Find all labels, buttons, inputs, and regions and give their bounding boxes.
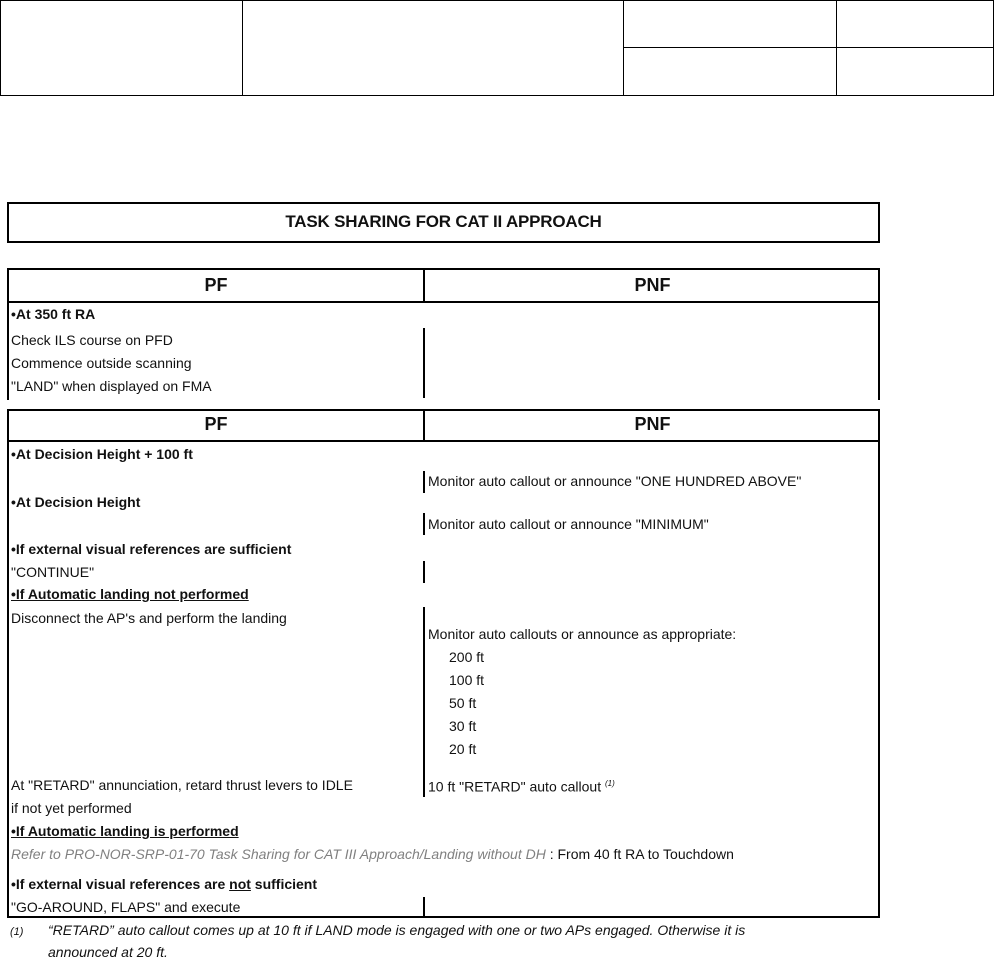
column-divider xyxy=(423,561,425,583)
section-heading: •At Decision Height xyxy=(11,494,141,510)
column-divider xyxy=(423,471,425,493)
section-heading: •If external visual references are sufficient xyxy=(11,541,292,557)
callout-item: 20 ft xyxy=(449,741,477,757)
column-divider xyxy=(423,607,425,797)
section-heading xyxy=(11,876,317,893)
heading-part: sufficient xyxy=(250,876,318,892)
column-header-pnf: PNF xyxy=(634,275,671,295)
column-divider xyxy=(423,328,425,398)
pnf-step xyxy=(428,775,615,796)
footnote xyxy=(10,920,890,943)
callout-item: 200 ft xyxy=(449,649,485,665)
column-divider xyxy=(423,270,425,303)
column-header-pf: PF xyxy=(204,414,228,434)
pf-step: ʺCONTINUEʺ xyxy=(11,564,95,580)
pf-step: Commence outside scanning xyxy=(11,355,192,371)
pf-step: At ʺRETARDʺ annunciation, retard thrust levers to IDLE xyxy=(11,777,353,793)
cross-reference xyxy=(11,846,734,863)
header-divider xyxy=(9,301,878,303)
footnote-marker: (1) xyxy=(10,926,24,938)
footnote-reference[interactable]: (1) xyxy=(604,779,615,788)
heading-emphasis: not xyxy=(229,876,251,892)
section-heading: •If Automatic landing is performed xyxy=(11,823,239,839)
section-heading: •At 350 ft RA xyxy=(11,306,96,322)
callout-item: 50 ft xyxy=(449,695,477,711)
callout-item: 30 ft xyxy=(449,718,477,734)
column-divider xyxy=(423,897,425,916)
section-350ft-table xyxy=(7,268,880,400)
footnote-continuation: announced at 20 ft. xyxy=(48,944,168,960)
retard-callout-text: 10 ft ʺRETARDʺ auto callout xyxy=(428,778,602,795)
column-header-pf: PF xyxy=(204,275,228,295)
column-divider xyxy=(423,513,425,535)
pnf-step: Monitor auto callout or announce ʺMINIMUMʺ xyxy=(428,516,709,532)
column-header-pnf: PNF xyxy=(634,414,671,434)
column-divider xyxy=(423,411,425,442)
header-divider xyxy=(9,440,878,442)
pf-step: ʺLANDʺ when displayed on FMA xyxy=(11,378,212,394)
heading-part: •If external visual references are xyxy=(11,876,230,892)
callout-item: 100 ft xyxy=(449,672,485,688)
pnf-step: Monitor auto callout or announce ʺONE HUNDRED ABOVEʺ xyxy=(428,473,802,489)
page-title: TASK SHARING FOR CAT II APPROACH xyxy=(285,212,602,231)
footnote-text: “RETARD” auto callout comes up at 10 ft if LAND mode is engaged with one or two APs engaged. Otherwise it is xyxy=(48,922,746,938)
title-box xyxy=(7,202,880,243)
pf-step: if not yet performed xyxy=(11,800,132,816)
pf-step: Disconnect the AP's and perform the landing xyxy=(11,610,287,626)
pf-step: ʺGO-AROUND, FLAPSʺ and execute xyxy=(11,899,241,915)
section-heading: •At Decision Height + 100 ft xyxy=(11,446,193,462)
section-heading: •If Automatic landing not performed xyxy=(11,586,249,602)
reference-range: : From 40 ft RA to Touchdown xyxy=(545,846,734,862)
section-dh-table xyxy=(7,409,880,918)
pf-step: Check ILS course on PFD xyxy=(11,332,173,348)
pnf-step: Monitor auto callouts or announce as appropriate: xyxy=(428,626,737,642)
procedure-reference-link[interactable]: Refer to PRO-NOR-SRP-01-70 Task Sharing for CAT III Approach/Landing without DH xyxy=(11,846,546,862)
